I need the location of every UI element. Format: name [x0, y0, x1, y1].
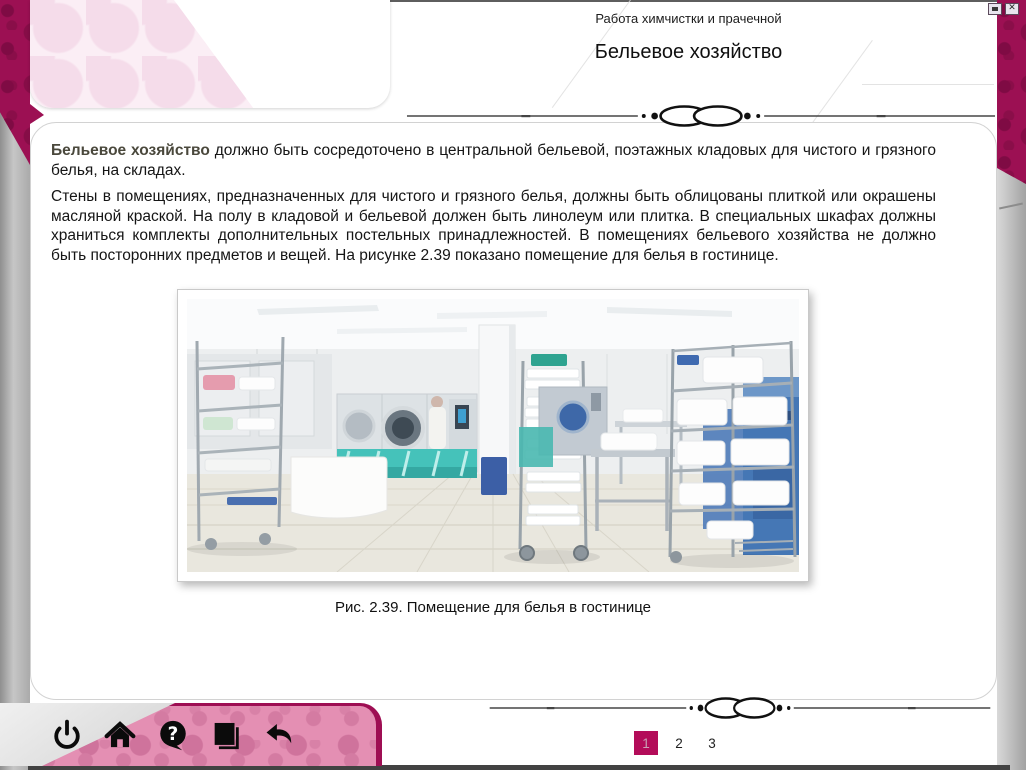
- ornament-divider-top: [405, 103, 997, 129]
- pagination: [634, 731, 724, 755]
- figure-caption: Рис. 2.39. Помещение для белья в гостинице: [335, 599, 651, 616]
- lead-rest: должно быть сосредоточено в центральной бельевой, поэтажных кладовых для чистого и грязного белья, на складах.: [51, 142, 936, 179]
- paragraph-lead: [51, 141, 936, 180]
- home-icon[interactable]: [103, 718, 137, 752]
- header: [390, 0, 987, 64]
- right-damask-decoration: [997, 0, 1026, 200]
- breadcrumb: Работа химчистки и прачечной: [595, 11, 782, 26]
- left-edge-strip: [0, 0, 30, 770]
- book-icon[interactable]: [209, 718, 243, 752]
- help-icon[interactable]: [156, 718, 190, 752]
- window-controls: [988, 3, 1019, 15]
- left-damask-decoration: [0, 0, 30, 165]
- close-button[interactable]: [1005, 3, 1019, 15]
- content-card: [30, 122, 997, 700]
- figure-frame: [177, 289, 809, 582]
- header-horizontal-line: [862, 84, 994, 85]
- close-icon: ✕: [1008, 3, 1016, 13]
- page-button-3[interactable]: 3: [708, 735, 716, 751]
- page-title: Бельевое хозяйство: [594, 41, 783, 63]
- back-icon[interactable]: [262, 718, 296, 752]
- paragraph-body: Стены в помещениях, предназначенных для чистого и грязного белья, должны быть облицованы плиткой или окрашены масляной краской. На полу в кладовой и бельевой должен быть линолеум или плитка. В специальных шкафах должны храниться комплекты дополнительных постельных принадлежностей. В помещениях бельевого хозяйства не должно быть посторонних предметов и вещей. На рисунке 2.39 показано помещение для белья в гостинице.: [51, 188, 936, 264]
- page-button-1[interactable]: 1: [634, 731, 658, 755]
- lead-term: Бельевое хозяйство: [51, 142, 210, 159]
- right-edge-strip: [997, 0, 1026, 770]
- swirl-ornament-icon: [488, 695, 992, 721]
- minimize-icon: [992, 7, 998, 11]
- pink-circles-decoration: [30, 0, 390, 108]
- swirl-ornament-icon: [405, 103, 997, 129]
- right-strip-highlight: [999, 203, 1023, 210]
- ornament-divider-bottom: [488, 695, 992, 721]
- header-decorative-panel: [30, 0, 390, 108]
- minimize-button[interactable]: [988, 3, 1002, 15]
- page-button-2[interactable]: 2: [675, 735, 683, 751]
- laundry-room-photo: [187, 299, 799, 572]
- svg-text:?: ?: [167, 723, 179, 745]
- toolbar-icons: [0, 706, 376, 752]
- power-icon[interactable]: [50, 718, 84, 752]
- bottom-toolbar: [0, 703, 382, 766]
